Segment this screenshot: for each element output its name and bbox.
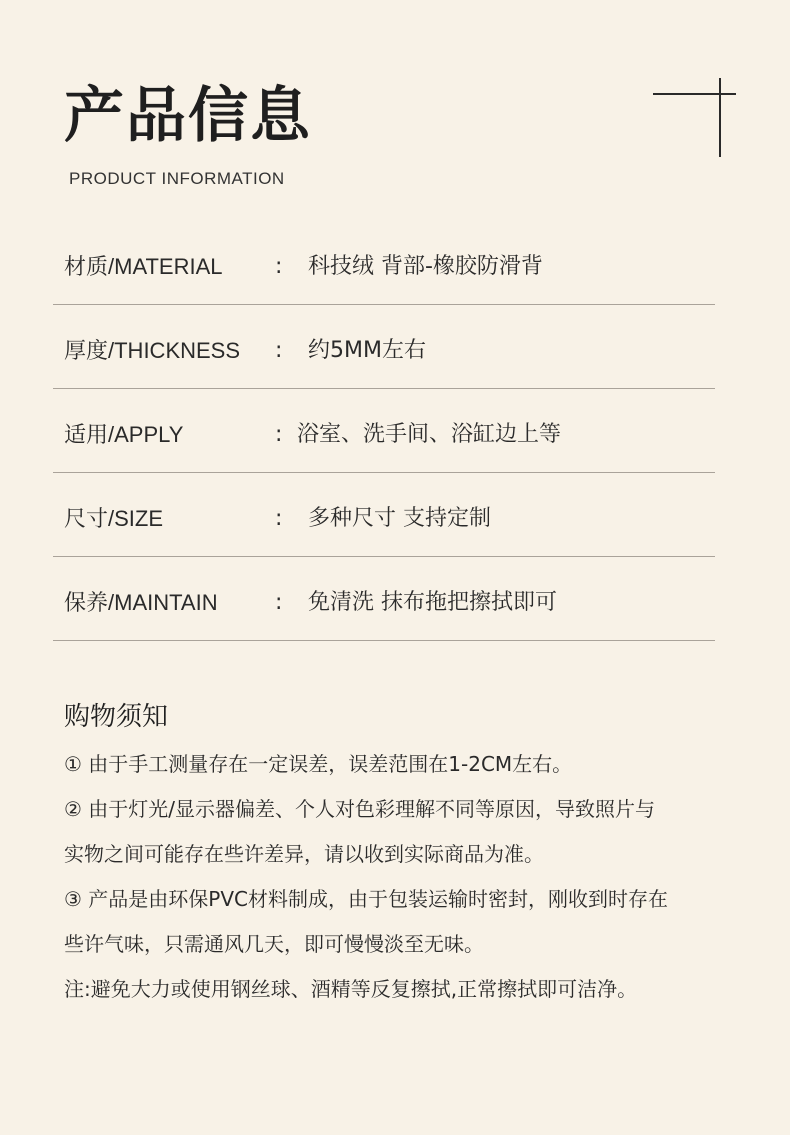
notice-line: 实物之间可能存在些许差异，请以收到实际商品为准。 xyxy=(64,842,544,866)
spec-colon: : xyxy=(275,506,283,531)
spec-colon: : xyxy=(275,254,283,279)
notice-line: ② 由于灯光/显示器偏差、个人对色彩理解不同等原因，导致照片与 xyxy=(64,797,656,821)
spec-value: 浴室、洗手间、浴缸边上等 xyxy=(297,422,562,447)
notice-line: ③ 产品是由环保PVC材料制成，由于包装运输时密封，刚收到时存在 xyxy=(64,887,668,911)
spec-colon: : xyxy=(275,338,283,363)
notice-line: 注:避免大力或使用钢丝球、酒精等反复擦拭,正常擦拭即可洁净。 xyxy=(64,977,638,1001)
notice-line: 些许气味，只需通风几天，即可慢慢淡至无味。 xyxy=(64,932,484,956)
spec-colon: : xyxy=(275,590,283,615)
spec-value: 科技绒 背部-橡胶防滑背 xyxy=(308,254,543,279)
page-subtitle: PRODUCT INFORMATION xyxy=(69,169,285,188)
spec-row-size xyxy=(53,473,715,557)
shopping-notice-list xyxy=(64,748,734,1018)
spec-label: 适用/APPLY xyxy=(64,422,184,447)
spec-label: 材质/MATERIAL xyxy=(64,254,223,279)
spec-colon: : xyxy=(275,422,283,447)
decorative-cross-vertical-line xyxy=(719,78,721,157)
spec-row-apply xyxy=(53,389,715,473)
notice-line: ① 由于手工测量存在一定误差，误差范围在1-2CM左右。 xyxy=(64,752,573,776)
spec-value: 多种尺寸 支持定制 xyxy=(308,506,491,531)
spec-value: 约5MM左右 xyxy=(308,338,426,363)
spec-row-thickness xyxy=(53,305,715,389)
spec-row-material xyxy=(53,222,715,305)
shopping-notice-heading: 购物须知 xyxy=(64,702,169,732)
spec-row-maintain xyxy=(53,557,715,641)
spec-label: 保养/MAINTAIN xyxy=(64,590,218,615)
spec-table xyxy=(53,222,715,641)
page-title: 产品信息 xyxy=(64,81,312,151)
spec-value: 免清洗 抹布拖把擦拭即可 xyxy=(308,590,557,615)
decorative-cross-horizontal-line xyxy=(653,93,736,95)
spec-label: 尺寸/SIZE xyxy=(64,506,164,531)
spec-label: 厚度/THICKNESS xyxy=(64,338,241,363)
